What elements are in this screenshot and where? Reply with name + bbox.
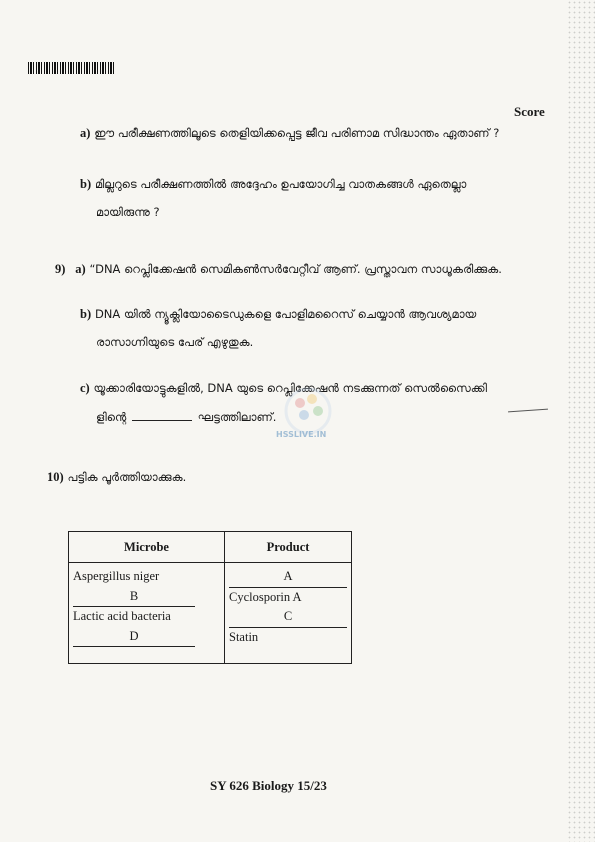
blank-d: D	[73, 627, 195, 648]
product-column	[225, 563, 352, 664]
q8b: b) മില്ലറുടെ പരീക്ഷണത്തിൽ അദ്ദേഹം ഉപയോഗിച്ച വാതകങ്ങൾ ഏതെല്ലാ	[80, 177, 467, 191]
product-4: Statin	[229, 629, 259, 644]
fill-blank	[132, 419, 192, 421]
blank-c: C	[229, 607, 347, 628]
q9a: 9) a) “DNA റെപ്ലിക്കേഷൻ സെമികൺസർവേറ്റീവ് ആണ്. പ്രസ്താവന സാധൂകരിക്കുക.	[55, 262, 502, 276]
q10-number: 10)	[47, 470, 64, 484]
product-2: Cyclosporin A	[229, 589, 302, 604]
q9b-text-1: DNA യിൽ ന്യൂക്ലിയോടൈഡുകളെ പോളിമറൈസ് ചെയ്യാൻ ആവശ്യമായ	[94, 307, 477, 321]
q9b: b) DNA യിൽ ന്യൂക്ലിയോടൈഡുകളെ പോളിമറൈസ് ചെയ്യാൻ ആവശ്യമായ	[80, 307, 477, 321]
q9c-text-1: യൂക്കാരിയോട്ടുകളിൽ, DNA യുടെ റെപ്ലിക്കേഷൻ നടക്കുന്നത് സെൽസൈക്കി	[93, 381, 487, 395]
page-footer: SY 626 Biology 15/23	[210, 778, 327, 793]
watermark-text: HSSLIVE.IN	[276, 430, 327, 439]
q8a-text: ഈ പരീക്ഷണത്തിലൂടെ തെളിയിക്കപ്പെട്ട ജീവ പരിണാമ സിദ്ധാന്തം ഏതാണ് ?	[94, 126, 500, 140]
q9-number: 9)	[55, 262, 66, 276]
q9a-text: “DNA റെപ്ലിക്കേഷൻ സെമികൺസർവേറ്റീവ് ആണ്. പ്രസ്താവന സാധൂകരിക്കുക.	[89, 262, 502, 276]
q10-text: പട്ടിക പൂർത്തിയാക്കുക.	[67, 470, 187, 484]
microbe-3: Lactic acid bacteria	[73, 609, 171, 623]
margin-mark	[508, 409, 548, 413]
q10	[47, 470, 186, 485]
header-microbe: Microbe	[69, 532, 225, 563]
q9c-text-2: ളിന്റെ ഘട്ടത്തിലാണ്.	[96, 410, 277, 424]
q8b-text-1: മില്ലറുടെ പരീക്ഷണത്തിൽ അദ്ദേഹം ഉപയോഗിച്ച വാതകങ്ങൾ ഏതെല്ലാ	[94, 177, 467, 191]
blank-a: A	[229, 567, 347, 588]
score-label: Score	[514, 104, 545, 119]
q9b-text-2: രാസാഗ്നിയുടെ പേര് എഴുതുക.	[96, 335, 254, 349]
microbe-1: Aspergillus niger	[73, 569, 160, 583]
barcode	[28, 62, 114, 74]
blank-b: B	[73, 587, 195, 608]
q8b-text-2: മായിരുന്നു ?	[96, 205, 160, 219]
q9c: c) യൂക്കാരിയോട്ടുകളിൽ, DNA യുടെ റെപ്ലിക്കേഷൻ നടക്കുന്നത് സെൽസൈക്കി	[80, 381, 487, 395]
microbe-product-table	[68, 531, 352, 664]
scan-edge	[567, 0, 595, 842]
microbe-column	[69, 563, 225, 664]
header-product: Product	[225, 532, 352, 563]
q8a: a) ഈ പരീക്ഷണത്തിലൂടെ തെളിയിക്കപ്പെട്ട ജീവ പരിണാമ സിദ്ധാന്തം ഏതാണ് ?	[80, 126, 500, 140]
